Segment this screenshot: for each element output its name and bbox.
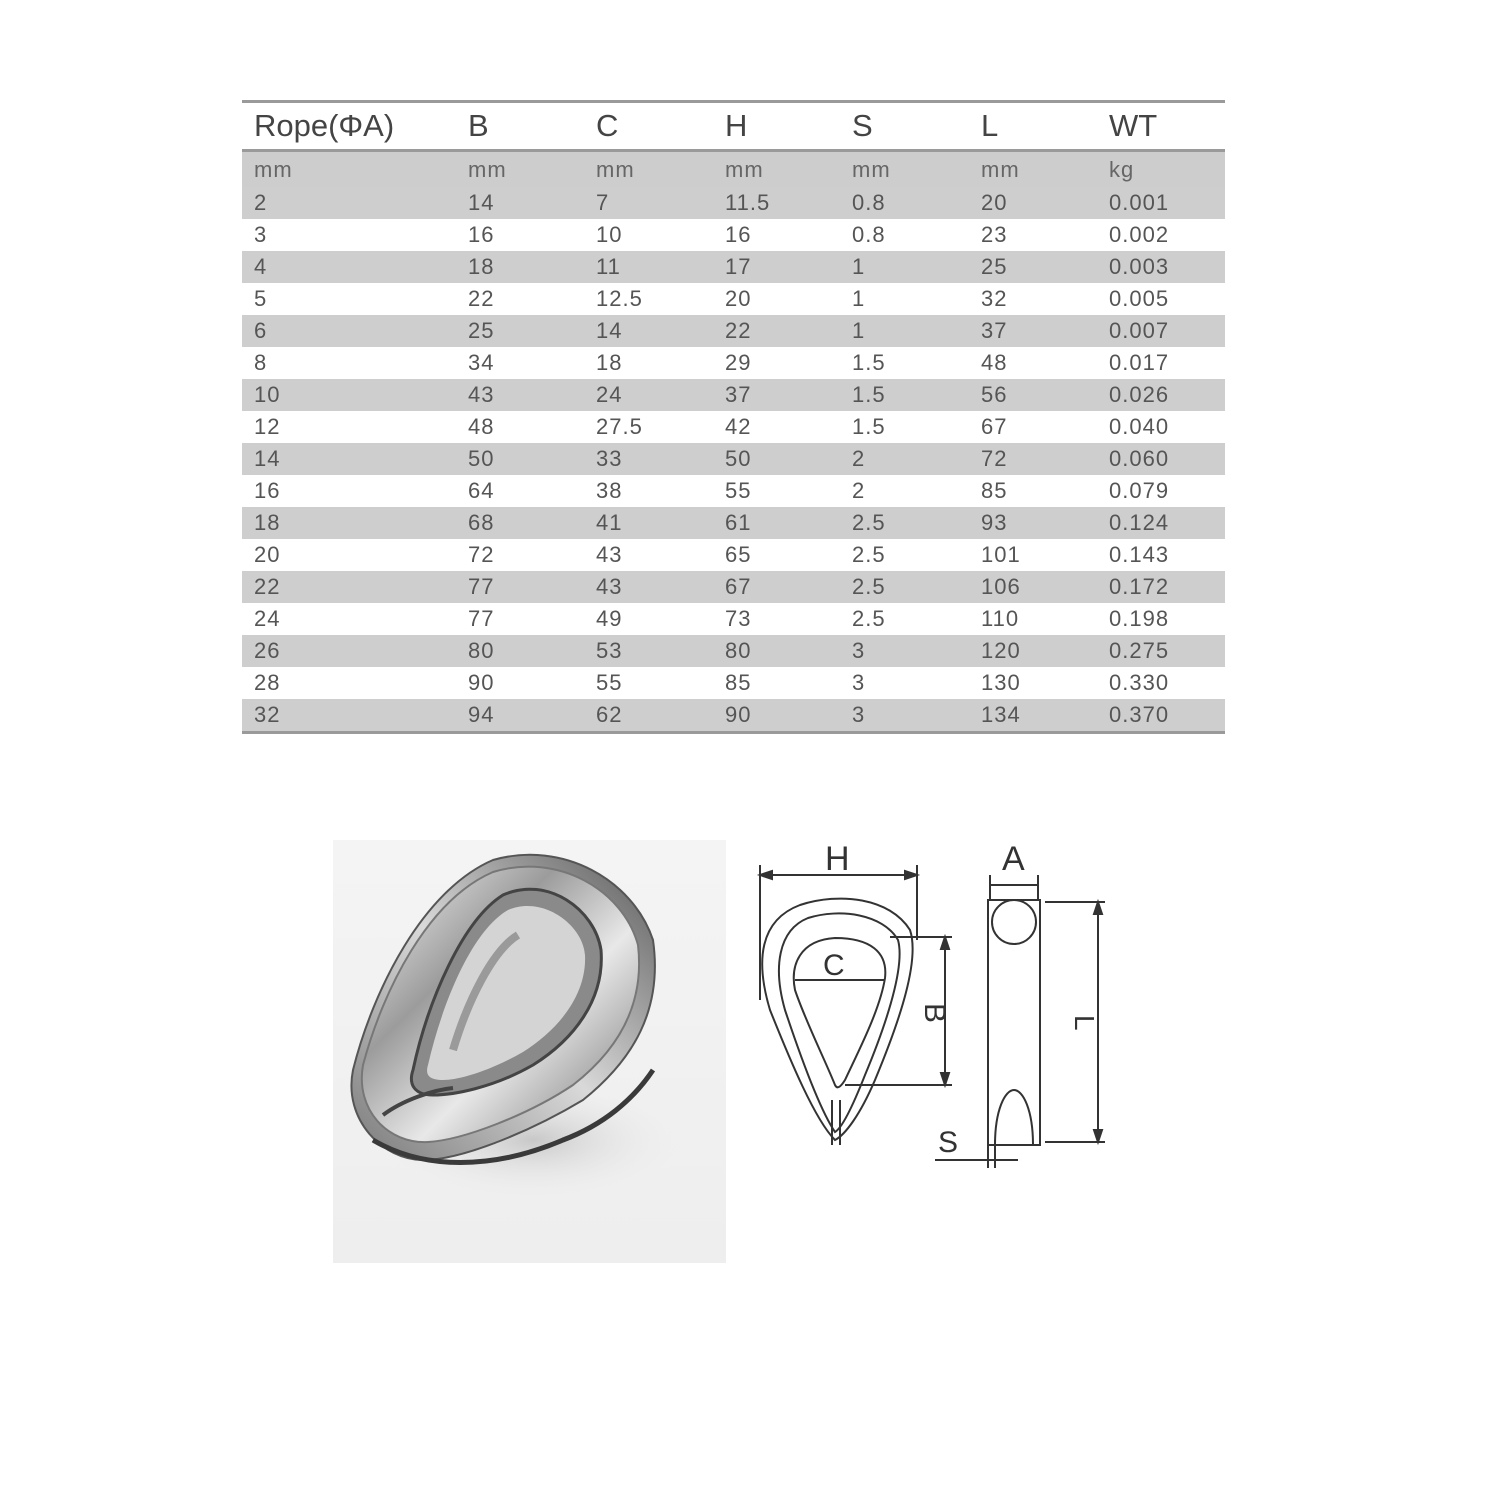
table-cell: 55 — [713, 475, 840, 507]
table-cell: 1 — [840, 251, 969, 283]
table-cell: 26 — [242, 635, 456, 667]
table-cell: 18 — [584, 347, 713, 379]
table-cell: 37 — [969, 315, 1097, 347]
table-cell: 14 — [242, 443, 456, 475]
unit-cell: kg — [1097, 151, 1225, 188]
table-cell: 28 — [242, 667, 456, 699]
table-cell: 134 — [969, 699, 1097, 733]
table-cell: 61 — [713, 507, 840, 539]
table-cell: 2.5 — [840, 507, 969, 539]
table-cell: 16 — [456, 219, 584, 251]
table-cell: 2.5 — [840, 539, 969, 571]
table-cell: 0.198 — [1097, 603, 1225, 635]
table-cell: 0.017 — [1097, 347, 1225, 379]
table-cell: 3 — [840, 667, 969, 699]
table-cell: 22 — [456, 283, 584, 315]
dim-label-s: S — [938, 1126, 959, 1159]
table-cell: 0.060 — [1097, 443, 1225, 475]
table-cell: 2 — [840, 443, 969, 475]
table-cell: 72 — [969, 443, 1097, 475]
table-row — [242, 219, 1225, 251]
table-cell: 2.5 — [840, 603, 969, 635]
table-row — [242, 603, 1225, 635]
table-row — [242, 379, 1225, 411]
table-cell: 0.8 — [840, 187, 969, 219]
header-l: L — [969, 102, 1097, 151]
table-cell: 67 — [713, 571, 840, 603]
unit-cell: mm — [584, 151, 713, 188]
table-cell: 5 — [242, 283, 456, 315]
table-row — [242, 539, 1225, 571]
table-row — [242, 347, 1225, 379]
header-s: S — [840, 102, 969, 151]
table-cell: 0.079 — [1097, 475, 1225, 507]
dimension-drawing-svg — [740, 830, 1140, 1190]
table-cell: 10 — [242, 379, 456, 411]
dim-label-b: B — [918, 1003, 951, 1024]
table-cell: 48 — [456, 411, 584, 443]
table-cell: 32 — [969, 283, 1097, 315]
header-rope: Rope(ΦA) — [242, 102, 456, 151]
table-cell: 8 — [242, 347, 456, 379]
units-row — [242, 151, 1225, 188]
table-cell: 20 — [713, 283, 840, 315]
table-cell: 80 — [456, 635, 584, 667]
header-row — [242, 102, 1225, 151]
table-cell: 6 — [242, 315, 456, 347]
table-cell: 10 — [584, 219, 713, 251]
table-cell: 3 — [840, 635, 969, 667]
table-cell: 55 — [584, 667, 713, 699]
table-cell: 1.5 — [840, 379, 969, 411]
header-h: H — [713, 102, 840, 151]
table-cell: 22 — [713, 315, 840, 347]
table-cell: 85 — [713, 667, 840, 699]
table-cell: 2.5 — [840, 571, 969, 603]
table-cell: 12.5 — [584, 283, 713, 315]
table-cell: 0.007 — [1097, 315, 1225, 347]
unit-cell: mm — [969, 151, 1097, 188]
table-row — [242, 475, 1225, 507]
table-cell: 0.330 — [1097, 667, 1225, 699]
table-cell: 0.005 — [1097, 283, 1225, 315]
table-row — [242, 411, 1225, 443]
table-cell: 22 — [242, 571, 456, 603]
thimble-photo — [333, 840, 726, 1263]
table-cell: 101 — [969, 539, 1097, 571]
table-cell: 130 — [969, 667, 1097, 699]
table-cell: 106 — [969, 571, 1097, 603]
table-cell: 20 — [969, 187, 1097, 219]
table-row — [242, 443, 1225, 475]
spec-table — [242, 100, 1225, 734]
table-cell: 110 — [969, 603, 1097, 635]
table-cell: 120 — [969, 635, 1097, 667]
table-cell: 77 — [456, 603, 584, 635]
table-cell: 0.002 — [1097, 219, 1225, 251]
table-cell: 3 — [242, 219, 456, 251]
table-row — [242, 571, 1225, 603]
table-cell: 53 — [584, 635, 713, 667]
unit-cell: mm — [242, 151, 456, 188]
table-cell: 90 — [456, 667, 584, 699]
table-cell: 37 — [713, 379, 840, 411]
table-cell: 34 — [456, 347, 584, 379]
table-cell: 0.040 — [1097, 411, 1225, 443]
table-cell: 0.370 — [1097, 699, 1225, 733]
table-cell: 48 — [969, 347, 1097, 379]
table-cell: 2 — [242, 187, 456, 219]
table-cell: 77 — [456, 571, 584, 603]
table-cell: 0.001 — [1097, 187, 1225, 219]
table-row — [242, 315, 1225, 347]
header-c: C — [584, 102, 713, 151]
table-row — [242, 251, 1225, 283]
unit-cell: mm — [713, 151, 840, 188]
table-cell: 12 — [242, 411, 456, 443]
table-cell: 0.143 — [1097, 539, 1225, 571]
table-row — [242, 667, 1225, 699]
table-cell: 73 — [713, 603, 840, 635]
table-row — [242, 187, 1225, 219]
table-cell: 4 — [242, 251, 456, 283]
table-cell: 0.003 — [1097, 251, 1225, 283]
table-cell: 1 — [840, 315, 969, 347]
table-cell: 90 — [713, 699, 840, 733]
table-cell: 0.172 — [1097, 571, 1225, 603]
table-row — [242, 635, 1225, 667]
table-cell: 14 — [456, 187, 584, 219]
dimension-drawing — [740, 830, 1140, 1190]
thimble-photo-image — [333, 840, 726, 1263]
table-cell: 18 — [456, 251, 584, 283]
table-cell: 93 — [969, 507, 1097, 539]
table-cell: 0.275 — [1097, 635, 1225, 667]
table-cell: 67 — [969, 411, 1097, 443]
table-cell: 42 — [713, 411, 840, 443]
table-cell: 23 — [969, 219, 1097, 251]
table-cell: 0.124 — [1097, 507, 1225, 539]
dim-label-c: C — [823, 949, 845, 982]
table-cell: 25 — [456, 315, 584, 347]
table-cell: 16 — [713, 219, 840, 251]
table-cell: 1.5 — [840, 411, 969, 443]
table-cell: 41 — [584, 507, 713, 539]
table-cell: 20 — [242, 539, 456, 571]
table-cell: 25 — [969, 251, 1097, 283]
table-cell: 18 — [242, 507, 456, 539]
dim-label-l: L — [1069, 1015, 1100, 1031]
table-row — [242, 283, 1225, 315]
header-wt: WT — [1097, 102, 1225, 151]
table-cell: 0.8 — [840, 219, 969, 251]
table-cell: 1 — [840, 283, 969, 315]
table-cell: 43 — [456, 379, 584, 411]
table-cell: 0.026 — [1097, 379, 1225, 411]
unit-cell: mm — [840, 151, 969, 188]
table-cell: 80 — [713, 635, 840, 667]
table-cell: 64 — [456, 475, 584, 507]
table-cell: 11 — [584, 251, 713, 283]
table-cell: 68 — [456, 507, 584, 539]
table-cell: 17 — [713, 251, 840, 283]
dim-label-h: H — [825, 840, 850, 878]
table-cell: 49 — [584, 603, 713, 635]
unit-cell: mm — [456, 151, 584, 188]
table-cell: 16 — [242, 475, 456, 507]
table-cell: 50 — [713, 443, 840, 475]
table-cell: 50 — [456, 443, 584, 475]
table-cell: 2 — [840, 475, 969, 507]
table-cell: 33 — [584, 443, 713, 475]
table-cell: 38 — [584, 475, 713, 507]
header-b: B — [456, 102, 584, 151]
table-cell: 65 — [713, 539, 840, 571]
table-cell: 14 — [584, 315, 713, 347]
table-cell: 72 — [456, 539, 584, 571]
table-cell: 43 — [584, 571, 713, 603]
table-cell: 24 — [584, 379, 713, 411]
table-cell: 62 — [584, 699, 713, 733]
table-cell: 29 — [713, 347, 840, 379]
table-cell: 11.5 — [713, 187, 840, 219]
table-cell: 56 — [969, 379, 1097, 411]
table-cell: 24 — [242, 603, 456, 635]
table-cell: 43 — [584, 539, 713, 571]
table-cell: 7 — [584, 187, 713, 219]
table-cell: 85 — [969, 475, 1097, 507]
table-cell: 3 — [840, 699, 969, 733]
dim-label-a: A — [1002, 840, 1025, 878]
table-cell: 27.5 — [584, 411, 713, 443]
table-cell: 32 — [242, 699, 456, 733]
table-cell: 94 — [456, 699, 584, 733]
table-row — [242, 699, 1225, 733]
table-row — [242, 507, 1225, 539]
table-cell: 1.5 — [840, 347, 969, 379]
